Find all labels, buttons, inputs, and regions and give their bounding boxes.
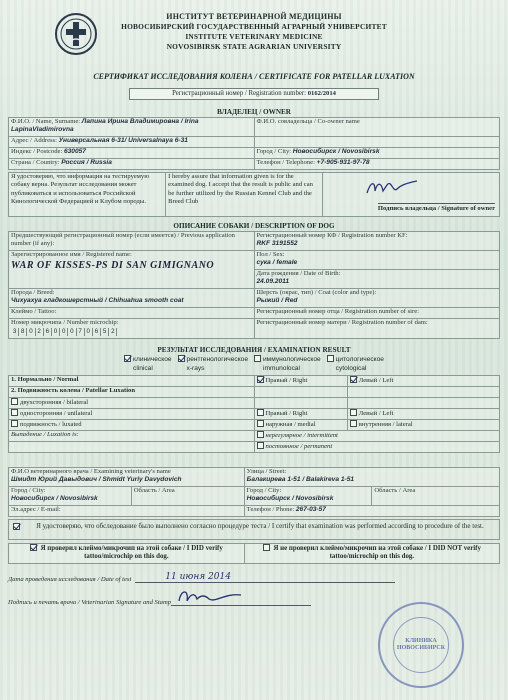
microchip-label: Номер микрочипа / Number microchip:	[11, 319, 119, 326]
vet-phone-cell	[244, 506, 499, 517]
intermittent-label: нерегулярное / intermittent	[265, 432, 338, 439]
vet-region2-label: Область / Area	[374, 487, 416, 494]
intermittent-checkbox[interactable]	[257, 431, 264, 438]
vet-city2-label: Город / City:	[246, 487, 282, 494]
owner-address-label: Адрес / Address:	[11, 137, 58, 144]
luxation-label: 2. Подвижность колена / Patellar Luxation	[11, 387, 135, 394]
method-ru: клиническое	[133, 356, 172, 363]
dob-label: Дата рождения / Date of Birth:	[256, 270, 341, 277]
normal-left-checkbox[interactable]	[350, 376, 357, 383]
vet-phone-value: 267-03-57	[295, 506, 326, 513]
sex-value: сука / female	[256, 259, 298, 267]
rkf-number-cell	[254, 232, 500, 251]
normal-right-checkbox[interactable]	[257, 376, 264, 383]
owner-phone-label: Телефон / Telephone:	[256, 159, 315, 166]
owner-signature-label: Подпись владельца / Signature of owner	[377, 204, 495, 212]
date-line	[135, 570, 395, 583]
chip-digit: 0	[60, 328, 68, 336]
immuno-checkbox[interactable]	[254, 355, 261, 362]
breed-label: Порода / Breed:	[11, 289, 55, 296]
bilateral-checkbox[interactable]	[11, 398, 18, 405]
previous-number-label: Предшествующий регистрационный номер (если имеется) / Previous application number (if any):	[11, 232, 235, 248]
vet-street-cell	[244, 468, 499, 487]
vet-signature-label: Подпись и печать врача / Veterinarian Signature and Stamp	[8, 599, 172, 606]
verified-cell	[9, 544, 245, 564]
medial-label: наружная / medial	[265, 421, 316, 428]
lux-right-label: Правый / Right	[265, 410, 308, 417]
vet-city2-cell	[244, 487, 372, 506]
header-line-3: INSTITUTE VETERINARY MEDICINE	[185, 32, 323, 41]
coat-cell	[254, 289, 500, 308]
medial-cell	[254, 420, 347, 431]
owner-signature-icon	[363, 175, 423, 201]
dam-label: Регистрационный номер матери / Registration number of dam:	[256, 319, 428, 326]
intermittent-cell	[254, 431, 500, 442]
coat-label: Шерсть (окрас, тип) / Coat (color and type):	[256, 289, 377, 296]
coat-value: Рыжий / Red	[256, 297, 298, 305]
not-verified-checkbox[interactable]	[263, 544, 270, 551]
normal-right-cell	[254, 376, 347, 387]
tattoo-label: Клеймо / Tattoo:	[11, 308, 57, 315]
header-line-4: NOVOSIBIRSK STATE AGRARIAN UNIVERSITY	[166, 42, 342, 51]
normal-left-cell	[347, 376, 499, 387]
chip-digit: 8	[19, 328, 27, 336]
chip-digit: 0	[85, 328, 93, 336]
clinic-stamp-text: КЛИНИКА НОВОСИБИРСК	[393, 617, 449, 673]
sex-label: Пол / Sex:	[256, 251, 285, 258]
luxation-cell	[9, 387, 255, 398]
registration-number	[129, 88, 379, 100]
method-en: cytological	[335, 365, 367, 372]
owner-phone-value: +7-905-931-97-78	[316, 159, 370, 166]
lateral-cell	[347, 420, 499, 431]
chip-digit: 0	[27, 328, 35, 336]
chip-digit: 7	[77, 328, 85, 336]
vet-signature-icon	[175, 587, 245, 607]
owner-country-value: Россия / Russia	[61, 159, 112, 166]
owner-city-cell	[254, 148, 500, 159]
clinic-stamp	[378, 602, 464, 688]
method-ru: цитологическое	[335, 356, 384, 363]
chip-digit: 2	[36, 328, 44, 336]
normal-label: 1. Нормально / Normal	[11, 376, 79, 383]
vet-table	[8, 467, 500, 517]
breed-cell	[9, 289, 255, 308]
vet-city2-value: Новосибирск / Novosibirsk	[246, 495, 334, 503]
owner-city-value: Новосибирск / Novosibirsk	[292, 148, 380, 155]
vet-city-value: Новосибирск / Novosibirsk	[11, 495, 98, 503]
bilateral-empty-1	[254, 398, 347, 409]
verified-text: Я проверил клеймо/микрочип на этой собаке / I DID verify tattoo/microchip on this dog.	[40, 545, 223, 561]
vet-street-value: Балакирева 1-51 / Balakireva 1-51	[246, 476, 355, 484]
unilateral-label: односторонняя / unilateral	[20, 410, 93, 417]
output-label: Выпадение / Luxation is:	[11, 431, 79, 438]
not-verified-cell	[244, 544, 499, 564]
certify-text: Я удостоверяю, что обследование было выполнено согласно процедуре теста / I certify that examination was performed according to procedure of the test.	[36, 522, 484, 530]
breed-value: Чихуахуа гладкошерстный / Chihuahua smooth coat	[11, 297, 184, 305]
owner-country-label: Страна / Country:	[11, 159, 60, 166]
institute-header	[8, 6, 500, 64]
output-cell	[9, 431, 255, 442]
header-line-2: НОВОСИБИРСКИЙ ГОСУДАРСТВЕННЫЙ АГРАРНЫЙ УНИВЕРСИТЕТ	[121, 22, 387, 31]
chip-digit: 3	[11, 328, 19, 336]
lux-left-checkbox[interactable]	[350, 409, 357, 416]
lateral-checkbox[interactable]	[350, 420, 357, 427]
method-cyto	[327, 355, 384, 375]
vet-street-label: Улица / Street:	[246, 468, 287, 475]
registration-label: Регистрационный номер / Registration number:	[172, 90, 307, 97]
bilateral-cell	[9, 398, 255, 409]
registered-name-label: Зарегистрированное имя / Registered name:	[11, 251, 132, 258]
vet-email-cell	[9, 506, 245, 517]
vet-name-value: Шмидт Юрий Давыдович / Shmidt Yuriy Davydovich	[11, 476, 182, 484]
lux-left-label: Левый / Left	[358, 410, 394, 417]
permanent-checkbox[interactable]	[257, 442, 264, 449]
clinical-checkbox[interactable]	[124, 355, 131, 362]
normal-cell	[9, 376, 255, 387]
registered-name-value: WAR OF KISSES-PS DI SAN GIMIGNANO	[11, 260, 215, 272]
sex-cell	[254, 251, 500, 270]
vet-city-cell	[9, 487, 132, 506]
method-en: immunolocal	[263, 365, 301, 372]
vet-name-cell	[9, 468, 245, 487]
previous-number-cell	[9, 232, 255, 251]
dog-table	[8, 231, 500, 339]
microchip-digits	[11, 328, 252, 336]
method-xray	[178, 355, 248, 375]
vet-city-label: Город / City:	[11, 487, 46, 494]
date-label: Дата проведения исследования / Date of test	[8, 576, 132, 583]
owner-phone-cell	[254, 159, 500, 170]
lux-right-checkbox[interactable]	[257, 409, 264, 416]
method-en: x-rays	[186, 365, 205, 372]
vet-region-cell	[131, 487, 244, 506]
vet-phone-label: Телефон / Phone:	[246, 506, 295, 513]
registered-name-cell	[9, 251, 255, 289]
owner-section-title: ВЛАДЕЛЕЦ / OWNER	[217, 108, 291, 116]
owner-postcode-label: Индекс / Postcode:	[11, 148, 63, 155]
verified-checkbox[interactable]	[30, 544, 37, 551]
chip-digit: 6	[44, 328, 52, 336]
bilateral-label: двухсторонняя / bilateral	[20, 399, 89, 406]
certify-block	[8, 519, 500, 540]
chip-digit: 0	[52, 328, 60, 336]
date-value: 11 июня 2014	[165, 572, 231, 582]
result-table	[8, 375, 500, 453]
rkf-number-value: RKF 3191552	[256, 240, 298, 248]
vet-name-label: Ф.И.О ветеринарного врача / Examining veterinary's name	[11, 468, 171, 475]
bilateral-empty-2	[347, 398, 499, 409]
registration-value: 0162/2014	[307, 90, 336, 97]
owner-postcode-cell	[9, 148, 255, 159]
xray-checkbox[interactable]	[178, 355, 185, 362]
owner-signature-cell	[323, 173, 500, 217]
method-en: clinical	[133, 365, 153, 372]
owner-address-cell	[9, 137, 255, 148]
dob-cell	[254, 270, 500, 289]
lateral-label: внутренняя / lateral	[358, 421, 413, 428]
unilateral-cell	[9, 409, 255, 420]
chip-digit: 2	[109, 328, 117, 336]
owner-city-label: Город / City:	[256, 148, 292, 155]
verify-table	[8, 543, 500, 564]
normal-right-label: Правый / Right	[265, 377, 308, 384]
dob-value: 24.09.2011	[256, 278, 290, 286]
permanent-label: постоянное / permanent	[265, 443, 333, 450]
luxated-cell	[9, 420, 255, 431]
owner-address-value: Универсальная 6-31/ Universalnaya 6-31	[58, 137, 188, 144]
cyto-checkbox[interactable]	[327, 355, 334, 362]
header-line-1: ИНСТИТУТ ВЕТЕРИНАРНОЙ МЕДИЦИНЫ	[166, 12, 342, 21]
permanent-cell	[254, 442, 500, 453]
luxated-checkbox[interactable]	[11, 420, 18, 427]
result-section-title: РЕЗУЛЬТАТ ИССЛЕДОВАНИЯ / EXAMINATION RESULT	[157, 346, 351, 354]
certificate-title: СЕРТИФИКАТ ИССЛЕДОВАНИЯ КОЛЕНА / CERTIFICATE FOR PATELLAR LUXATION	[93, 72, 415, 81]
normal-left-label: Левый / Left	[358, 377, 394, 384]
vet-signature-line	[171, 591, 311, 606]
luxated-label: подвижность / luxated	[20, 421, 82, 428]
method-immuno	[254, 355, 321, 375]
permanent-empty-cell	[9, 442, 255, 453]
not-verified-text: Я не проверил клеймо/микрочип на этой собаке / I DID NOT verify tattoo/microchip on this dog.	[273, 545, 481, 561]
rkf-number-label: Регистрационный номер КФ / Registration number KF:	[256, 232, 408, 239]
lux-right-cell	[254, 409, 347, 420]
microchip-cell	[9, 319, 255, 339]
tattoo-cell	[9, 308, 255, 319]
method-ru: иммунологическое	[263, 356, 321, 363]
method-ru: рентгенологическое	[186, 356, 248, 363]
owner-name-label: Ф.И.О. / Name, Surname:	[11, 118, 81, 125]
coowner-label: Ф.И.О. совладельца / Co-owner name	[256, 118, 360, 125]
owner-name-value: Лапина Ирина Владимировна / Irina LapinaVladimirovna	[11, 118, 199, 134]
coowner-cell	[254, 118, 500, 137]
chip-digit: 0	[68, 328, 76, 336]
owner-empty-cell	[254, 137, 500, 148]
sire-cell	[254, 308, 500, 319]
university-logo-icon	[54, 12, 98, 56]
sire-label: Регистрационный номер отца / Registration number of sire:	[256, 308, 419, 315]
vet-region-label: Область / Area	[133, 487, 175, 494]
dog-section-title: ОПИСАНИЕ СОБАКИ / DESCRIPTION OF DOG	[173, 222, 335, 230]
owner-consent-table	[8, 172, 500, 217]
consent-en: I hereby assure that information given is for the examined dog. I accept that the result is public and can be further utilized by the Russian Kennel Club and the Breed Club	[166, 173, 323, 217]
luxation-empty-2	[347, 387, 499, 398]
owner-country-cell	[9, 159, 255, 170]
owner-name-cell	[9, 118, 255, 137]
unilateral-checkbox[interactable]	[11, 409, 18, 416]
certify-checkbox[interactable]	[13, 523, 20, 530]
owner-table	[8, 117, 500, 170]
vet-region2-cell	[372, 487, 500, 506]
medial-checkbox[interactable]	[257, 420, 264, 427]
method-clinical	[124, 355, 172, 375]
chip-digit: 6	[93, 328, 101, 336]
chip-digit: 5	[101, 328, 109, 336]
owner-postcode-value: 630057	[63, 148, 86, 155]
vet-email-label: Эл.адрес / E-mail:	[11, 506, 61, 513]
luxation-empty-1	[254, 387, 347, 398]
dam-cell	[254, 319, 500, 339]
lux-left-cell	[347, 409, 499, 420]
date-row	[8, 568, 500, 583]
consent-ru: Я удостоверяю, что информация на тестируемую собаку верна. Результат исследования может публиковаться и использоваться Российской Кинологической Федерацией и Клубом породы.	[9, 173, 166, 217]
method-row	[8, 355, 500, 375]
